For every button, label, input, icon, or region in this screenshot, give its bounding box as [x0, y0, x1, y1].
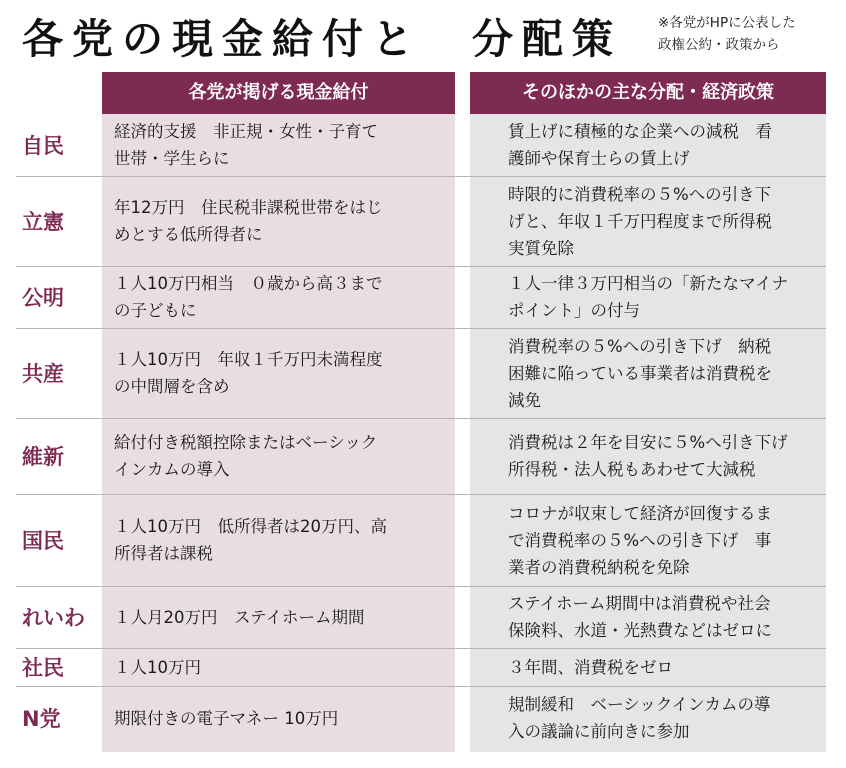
cash-benefit-cell-line: 給付付き税額控除またはベーシック	[114, 433, 378, 452]
policy-cell-line: １人一律３万円相当の「新たなマイナ	[508, 274, 789, 293]
cash-benefit-cell-line: １人10万円	[114, 657, 201, 677]
party-name: 社民	[22, 656, 64, 680]
policy-cell-line: 保険料、水道・光熱費などはゼロに	[508, 621, 772, 640]
source-note	[658, 12, 844, 56]
cash-benefit-cell	[114, 494, 450, 586]
policy-cell-line: 困難に陥っている事業者は消費税を	[508, 363, 772, 383]
cash-benefit-cell	[114, 328, 450, 418]
policy-cell-line: 消費税は２年を目安に５%へ引き下げ	[508, 433, 788, 452]
policy-cell-line: 護師や保育士らの賃上げ	[508, 149, 690, 168]
party-name: 自民	[22, 134, 64, 158]
party-name: 立憲	[22, 210, 64, 234]
table-row	[16, 494, 826, 586]
policy-cell-line: 入の議論に前向きに参加	[508, 722, 690, 741]
policy-cell-line: 消費税率の５%への引き下げ 納税	[508, 336, 772, 356]
cash-benefit-cell-line: 期限付きの電子マネー 10万円	[114, 708, 339, 728]
policy-cell	[508, 176, 824, 266]
cash-benefit-cell	[114, 686, 450, 750]
table-row	[16, 648, 826, 686]
cash-benefit-cell-line: １人月20万円 ステイホーム期間	[114, 607, 365, 627]
cash-benefit-cell	[114, 176, 450, 266]
cash-benefit-cell-line: 経済的支援 非正規・女性・子育て	[114, 122, 378, 141]
policy-cell-line: ステイホーム期間中は消費税や社会	[508, 594, 771, 613]
cash-benefit-cell-line: 年12万円 住民税非課税世帯をはじ	[114, 198, 383, 217]
page-title: 各党の現金給付と 分配策	[22, 15, 622, 63]
cash-benefit-cell	[114, 266, 450, 328]
policy-cell	[508, 266, 824, 328]
policy-cell-line: 規制緩和 ベーシックインカムの導	[508, 695, 771, 714]
party-name: N党	[22, 707, 61, 731]
party-name: 維新	[22, 445, 64, 469]
policy-cell-line: コロナが収束して経済が回復するま	[508, 503, 772, 523]
policy-cell	[508, 328, 824, 418]
cash-benefit-cell	[114, 418, 450, 494]
table-row	[16, 418, 826, 494]
table-row	[16, 176, 826, 266]
policy-cell	[508, 648, 824, 686]
cash-benefit-cell-line: インカムの導入	[114, 460, 230, 479]
policy-cell-line: げと、年収１千万円程度まで所得税	[508, 211, 772, 231]
cash-benefit-cell-line: 世帯・学生らに	[114, 149, 230, 168]
cash-benefit-cell	[114, 648, 450, 686]
policy-cell-line: 減免	[508, 390, 541, 410]
policy-cell-line: で消費税率の５%への引き下げ 事	[508, 530, 772, 550]
cash-benefit-cell-line: １人10万円 年収１千万円未満程度	[114, 350, 383, 369]
cash-benefit-cell-line: 所得者は課税	[114, 544, 213, 563]
policy-cell-line: 業者の消費税納税を免除	[508, 557, 690, 577]
other-policies-header: そのほかの主な分配・経済政策	[470, 72, 826, 114]
party-name: れいわ	[22, 606, 85, 630]
table-row	[16, 686, 826, 750]
policy-cell-line: 時限的に消費税率の５%への引き下	[508, 184, 772, 204]
cash-benefit-cell	[114, 586, 450, 648]
policy-cell	[508, 494, 824, 586]
policy-cell	[508, 418, 824, 494]
policy-cell-line: ポイント」の付与	[508, 301, 640, 320]
policy-cell-line: ３年間、消費税をゼロ	[508, 657, 673, 677]
policy-cell	[508, 586, 824, 648]
table-row	[16, 586, 826, 648]
party-name: 国民	[22, 529, 64, 553]
source-note-line: ※各党がHPに公表した	[658, 15, 796, 31]
policy-cell-line: 実質免除	[508, 238, 574, 258]
cash-benefit-cell-line: めとする低所得者に	[114, 225, 263, 244]
cash-benefit-cell-line: の中間層を含め	[114, 377, 230, 396]
cash-benefit-cell-line: １人10万円相当 ０歳から高３まで	[114, 274, 383, 293]
policy-cell-line: 賃上げに積極的な企業への減税 看	[508, 122, 772, 141]
source-note-line: 政権公約・政策から	[658, 37, 780, 53]
table-row	[16, 114, 826, 176]
table-row	[16, 266, 826, 328]
party-name: 共産	[22, 362, 64, 386]
policy-cell	[508, 114, 824, 176]
table-row	[16, 328, 826, 418]
cash-benefit-cell	[114, 114, 450, 176]
policy-cell-line: 所得税・法人税もあわせて大減税	[508, 460, 756, 479]
cash-benefit-cell-line: １人10万円 低所得者は20万円、高	[114, 517, 387, 536]
policy-cell	[508, 686, 824, 750]
cash-benefit-header: 各党が掲げる現金給付	[102, 72, 455, 114]
cash-benefit-cell-line: の子どもに	[114, 301, 197, 320]
party-name: 公明	[22, 286, 64, 310]
